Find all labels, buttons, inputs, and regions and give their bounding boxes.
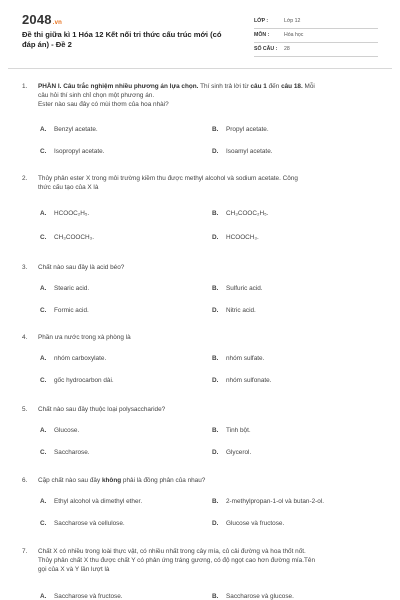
question-line: Ester nào sau đây có mùi thơm của hoa nhài? xyxy=(38,101,169,108)
option-letter: C. xyxy=(40,307,47,314)
logo-text: 2048 xyxy=(22,12,52,27)
page-header xyxy=(0,0,400,64)
meta-row-class xyxy=(254,14,378,29)
logo-suffix: .vn xyxy=(52,20,63,26)
question-text xyxy=(38,174,384,192)
option-letter: D. xyxy=(212,307,219,314)
option-letter: B. xyxy=(212,285,219,292)
meta-value: Lớp 12 xyxy=(284,18,301,24)
meta-label: LỚP : xyxy=(254,18,269,24)
question-line: gọi của X và Y lần lượt là xyxy=(38,566,110,573)
question-number: 4. xyxy=(22,334,28,341)
option-letter: C. xyxy=(40,234,47,241)
option-text: Formic acid. xyxy=(54,307,89,314)
option-letter: B. xyxy=(212,210,219,217)
option-letter: D. xyxy=(212,520,219,527)
option-letter: D. xyxy=(212,377,219,384)
question-number: 5. xyxy=(22,406,28,413)
meta-label: MÔN : xyxy=(254,32,270,38)
option-letter: B. xyxy=(212,355,219,362)
option-text: CH₃COOCH₃. xyxy=(54,234,94,241)
option-text: Saccharose và glucose. xyxy=(226,593,294,600)
question-line: Chất X có nhiều trong loài thực vật, có nhiều nhất trong cây mía, củ cải đường và hoa thốt nốt. xyxy=(38,548,306,555)
question-number: 2. xyxy=(22,175,28,182)
question-line: Chất nào sau đây thuộc loại polysaccharide? xyxy=(38,406,166,413)
option-text: Propyl acetate. xyxy=(226,126,269,133)
option-text: HCOOCH₃. xyxy=(226,234,259,241)
meta-value: 28 xyxy=(284,46,290,52)
option-letter: C. xyxy=(40,449,47,456)
meta-label: SỐ CÂU : xyxy=(254,46,278,52)
document-title: Đề thi giữa kì 1 Hóa 12 Kết nối tri thức cấu trúc mới (có đáp án) - Đề 2 xyxy=(22,30,222,49)
option-letter: B. xyxy=(212,427,219,434)
question-line: Thủy phân ester X trong môi trường kiềm thu được methyl alcohol và sodium acetate. Công xyxy=(38,175,298,182)
option-text: nhóm carboxylate. xyxy=(54,355,107,362)
question-line: câu hỏi thí sinh chỉ chọn một phương án. xyxy=(38,92,155,99)
option-text: Nitric acid. xyxy=(226,307,256,314)
option-letter: D. xyxy=(212,148,219,155)
question-line: Chất nào sau đây là acid béo? xyxy=(38,264,125,271)
question-text xyxy=(38,333,384,342)
option-text: gốc hydrocarbon dài. xyxy=(54,377,114,384)
option-text: 2-methylpropan-1-ol và butan-2-ol. xyxy=(226,498,325,505)
option-text: CH₃COOC₂H₅. xyxy=(226,210,269,217)
option-letter: C. xyxy=(40,520,47,527)
option-letter: A. xyxy=(40,427,47,434)
option-letter: A. xyxy=(40,498,47,505)
question-number: 3. xyxy=(22,264,28,271)
option-letter: B. xyxy=(212,126,219,133)
option-letter: B. xyxy=(212,498,219,505)
header-divider xyxy=(8,68,392,69)
question-line: Thủy phân chất X thu được chất Y có phản ứng tráng gương, có độ ngọt cao hơn đường mía.Tên xyxy=(38,557,316,564)
question-number: 6. xyxy=(22,477,28,484)
option-text: Saccharose và fructose. xyxy=(54,593,123,600)
meta-row-subject xyxy=(254,28,378,43)
option-letter: C. xyxy=(40,377,47,384)
option-letter: B. xyxy=(212,593,219,600)
option-text: Glycerol. xyxy=(226,449,252,456)
option-text: nhóm sulfate. xyxy=(226,355,265,362)
question-line: thức cấu tạo của X là xyxy=(38,184,99,191)
question-text xyxy=(38,263,384,272)
question-number: 1. xyxy=(22,83,28,90)
option-letter: C. xyxy=(40,148,47,155)
option-text: Sulfuric acid. xyxy=(226,285,263,292)
question-text xyxy=(38,405,384,414)
option-text: HCOOC₂H₅. xyxy=(54,210,90,217)
option-letter: A. xyxy=(40,355,47,362)
option-text: Saccharose. xyxy=(54,449,90,456)
option-text: Glucose. xyxy=(54,427,80,434)
site-logo[interactable] xyxy=(22,12,62,27)
option-text: Saccharose và cellulose. xyxy=(54,520,125,527)
option-letter: D. xyxy=(212,234,219,241)
option-letter: A. xyxy=(40,126,47,133)
option-text: Tinh bột. xyxy=(226,427,251,434)
question-number: 7. xyxy=(22,548,28,555)
question-line: PHẦN I. Câu trắc nghiệm nhiều phương án lựa chọn. Thí sinh trả lời từ câu 1 đến câu 18. Mỗi xyxy=(38,83,315,90)
meta-row-count xyxy=(254,42,378,57)
option-text: Benzyl acetate. xyxy=(54,126,98,133)
question-line: Phần ưa nước trong xà phòng là xyxy=(38,334,131,341)
meta-value: Hóa học xyxy=(284,32,304,38)
option-text: nhóm sulfonate. xyxy=(226,377,272,384)
option-letter: A. xyxy=(40,285,47,292)
option-text: Stearic acid. xyxy=(54,285,90,292)
option-letter: A. xyxy=(40,210,47,217)
option-text: Ethyl alcohol và dimethyl ether. xyxy=(54,498,143,505)
option-letter: D. xyxy=(212,449,219,456)
option-text: Isoamyl acetate. xyxy=(226,148,273,155)
option-letter: A. xyxy=(40,593,47,600)
question-text xyxy=(38,82,384,109)
option-text: Isopropyl acetate. xyxy=(54,148,105,155)
question-line: Cặp chất nào sau đây không phải là đồng phân của nhau? xyxy=(38,477,206,484)
question-text xyxy=(38,476,384,485)
option-text: Glucose và fructose. xyxy=(226,520,285,527)
question-text xyxy=(38,547,384,574)
